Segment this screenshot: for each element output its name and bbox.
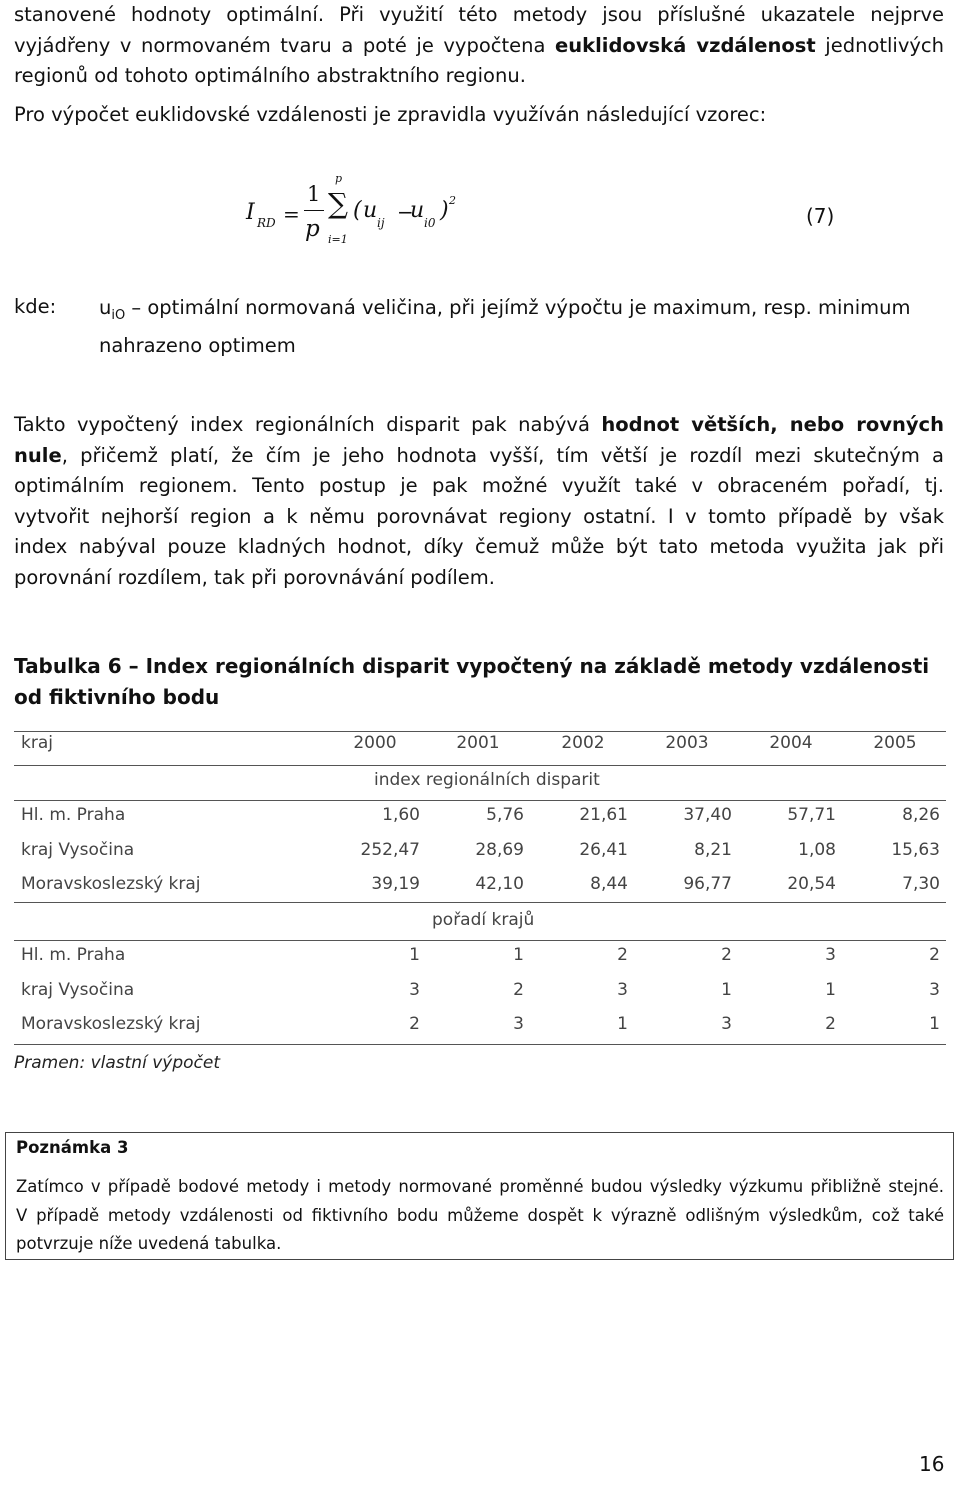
table-row [14, 945, 946, 975]
cell-value: 2 [617, 945, 628, 965]
formula-power: 2 [449, 194, 456, 207]
note-line-1: Zatímco v případě bodové metody i metody normované proměnné budou výsledky výzkumu přibližně stejné. [16, 1177, 944, 1196]
body-paragraph [14, 410, 944, 593]
kde-description [99, 293, 939, 362]
lead-line-3: regionů od tohoto optimálního abstraktního regionu. [14, 64, 526, 87]
cell-value: 3 [721, 1014, 732, 1034]
cell-value: 1 [409, 945, 420, 965]
cell-value: 37,40 [683, 805, 732, 825]
table-row [14, 840, 946, 870]
cell-value: 2 [825, 1014, 836, 1034]
row-name: Hl. m. Praha [21, 945, 126, 965]
cell-value: 1 [721, 980, 732, 1000]
lead-paragraph [14, 0, 944, 92]
cell-value: 26,41 [579, 840, 628, 860]
cell-value: 1,08 [798, 840, 836, 860]
note-text [16, 1173, 944, 1259]
body-line-1: Takto vypočtený index regionálních disparit pak nabývá hodnot větších, nebo rovných [14, 413, 944, 436]
header-label: kraj [21, 733, 53, 753]
formula-u1: u [363, 198, 378, 223]
table-title [14, 651, 949, 713]
cell-value: 2 [513, 980, 524, 1000]
formula-open-paren: ( [353, 198, 362, 223]
row-name: Moravskoslezský kraj [21, 1014, 201, 1034]
cell-value: 3 [617, 980, 628, 1000]
cell-value: 1 [929, 1014, 940, 1034]
row-name: Moravskoslezský kraj [21, 874, 201, 894]
cell-value: 3 [409, 980, 420, 1000]
row-name: kraj Vysočina [21, 980, 135, 1000]
kde-line-2: nahrazeno optimem [99, 334, 296, 358]
bold-term: euklidovská vzdálenost [555, 33, 816, 57]
row-name: kraj Vysočina [21, 840, 135, 860]
formula-minus: − [397, 200, 414, 224]
cell-value: 5,76 [486, 805, 524, 825]
note-line-2: V případě metody vzdálenosti od fiktivního bodu můžeme dospět k výrazně odlišným výsledkům, což také [16, 1205, 944, 1225]
cell-value: 1 [513, 945, 524, 965]
header-year: 2000 [353, 733, 397, 753]
formula-frac-bar [304, 210, 324, 211]
cell-value: 2 [409, 1014, 420, 1034]
cell-value: 3 [929, 980, 940, 1000]
cell-value: 20,54 [787, 874, 836, 894]
note-line-3: potvrzuje níže uvedená tabulka. [16, 1234, 282, 1253]
formula-sum-top: p [335, 172, 343, 185]
section-index-rule [14, 800, 946, 801]
lead-line-2: vyjádřeny v normovaném tvaru a poté je vypočtena euklidovská vzdálenost jednotlivých [14, 33, 945, 57]
page-number: 16 [919, 1452, 945, 1476]
formula-u2-sub: i0 [424, 216, 436, 230]
cell-value: 2 [929, 945, 940, 965]
cell-value: 2 [721, 945, 732, 965]
formula-lhs-sub: RD [257, 216, 276, 230]
formula-close-paren: ) [440, 198, 449, 223]
section-rank-rule [14, 940, 946, 941]
cell-value: 8,44 [590, 874, 628, 894]
formula-sum-bottom: i=1 [328, 233, 348, 246]
cell-value: 57,71 [787, 805, 836, 825]
formula [240, 172, 860, 258]
cell-value: 3 [825, 945, 836, 965]
kde-line-1: $u_{iO}$ – optimální normovaná veličina, při jejímž výpočtu je maximum, resp. minimum [99, 296, 911, 323]
table-title-line-1: Tabulka 6 – Index regionálních disparit vypočtený na základě metody vzdálenosti [14, 654, 930, 678]
cell-value: 3 [513, 1014, 524, 1034]
formula-frac-num: 1 [307, 182, 321, 206]
header-year: 2005 [873, 733, 917, 753]
formula-intro: Pro výpočet euklidovské vzdálenosti je zpravidla využíván následující vzorec: [14, 103, 767, 126]
formula-frac-den: p [305, 216, 320, 242]
cell-value: 15,63 [891, 840, 940, 860]
body-line-5: index nabýval pouze kladných hodnot, díky čemuž může být tato metoda využita jak při [14, 535, 944, 558]
header-bottom-rule [14, 765, 946, 766]
cell-value: 21,61 [579, 805, 628, 825]
header-year: 2004 [769, 733, 813, 753]
cell-value: 8,21 [694, 840, 732, 860]
header-year: 2001 [456, 733, 500, 753]
cell-value: 96,77 [683, 874, 732, 894]
table-header-row [14, 733, 946, 763]
body-line-2: nule, přičemž platí, že čím je jeho hodnota vyšší, tím větší je rozdíl mezi skutečným a [14, 443, 944, 467]
cell-value: 42,10 [475, 874, 524, 894]
table-title-line-2: od fiktivního bodu [14, 685, 220, 709]
header-year: 2003 [665, 733, 709, 753]
formula-u1-sub: ij [377, 216, 385, 230]
body-line-3: optimálním regionem. Tento postup je pak možné využít také v obraceném pořadí, tj. [14, 474, 944, 497]
kde-label: kde: [14, 295, 57, 318]
lead-line-1: stanovené hodnoty optimální. Při využití této metody jsou příslušné ukazatele nejprve [14, 3, 944, 26]
table-top-rule [14, 731, 946, 732]
cell-value: 7,30 [902, 874, 940, 894]
table-source: Pramen: vlastní výpočet [14, 1053, 220, 1073]
body-line-6: porovnání rozdílem, tak při porovnávání podílem. [14, 565, 495, 589]
index-bottom-rule [14, 902, 946, 903]
cell-value: 252,47 [360, 840, 420, 860]
header-year: 2002 [561, 733, 605, 753]
table-row [14, 874, 946, 904]
row-name: Hl. m. Praha [21, 805, 126, 825]
cell-value: 1,60 [382, 805, 420, 825]
table-bottom-rule [14, 1044, 946, 1045]
table-row [14, 1014, 946, 1044]
table-row [14, 805, 946, 835]
table-row [14, 980, 946, 1010]
formula-sum-sign: ∑ [328, 187, 348, 220]
body-line-4: vytvořit nejhorší region a k němu porovnávat regiony ostatní. I v tomto případě by však [14, 504, 944, 528]
note-title: Poznámka 3 [16, 1138, 129, 1157]
equation-number: (7) [806, 204, 835, 228]
cell-value: 8,26 [902, 805, 940, 825]
formula-lhs: I [246, 200, 255, 225]
cell-value: 1 [825, 980, 836, 1000]
formula-u2: u [410, 198, 425, 223]
cell-value: 1 [617, 1014, 628, 1034]
formula-equals: = [283, 202, 300, 226]
cell-value: 39,19 [371, 874, 420, 894]
cell-value: 28,69 [475, 840, 524, 860]
